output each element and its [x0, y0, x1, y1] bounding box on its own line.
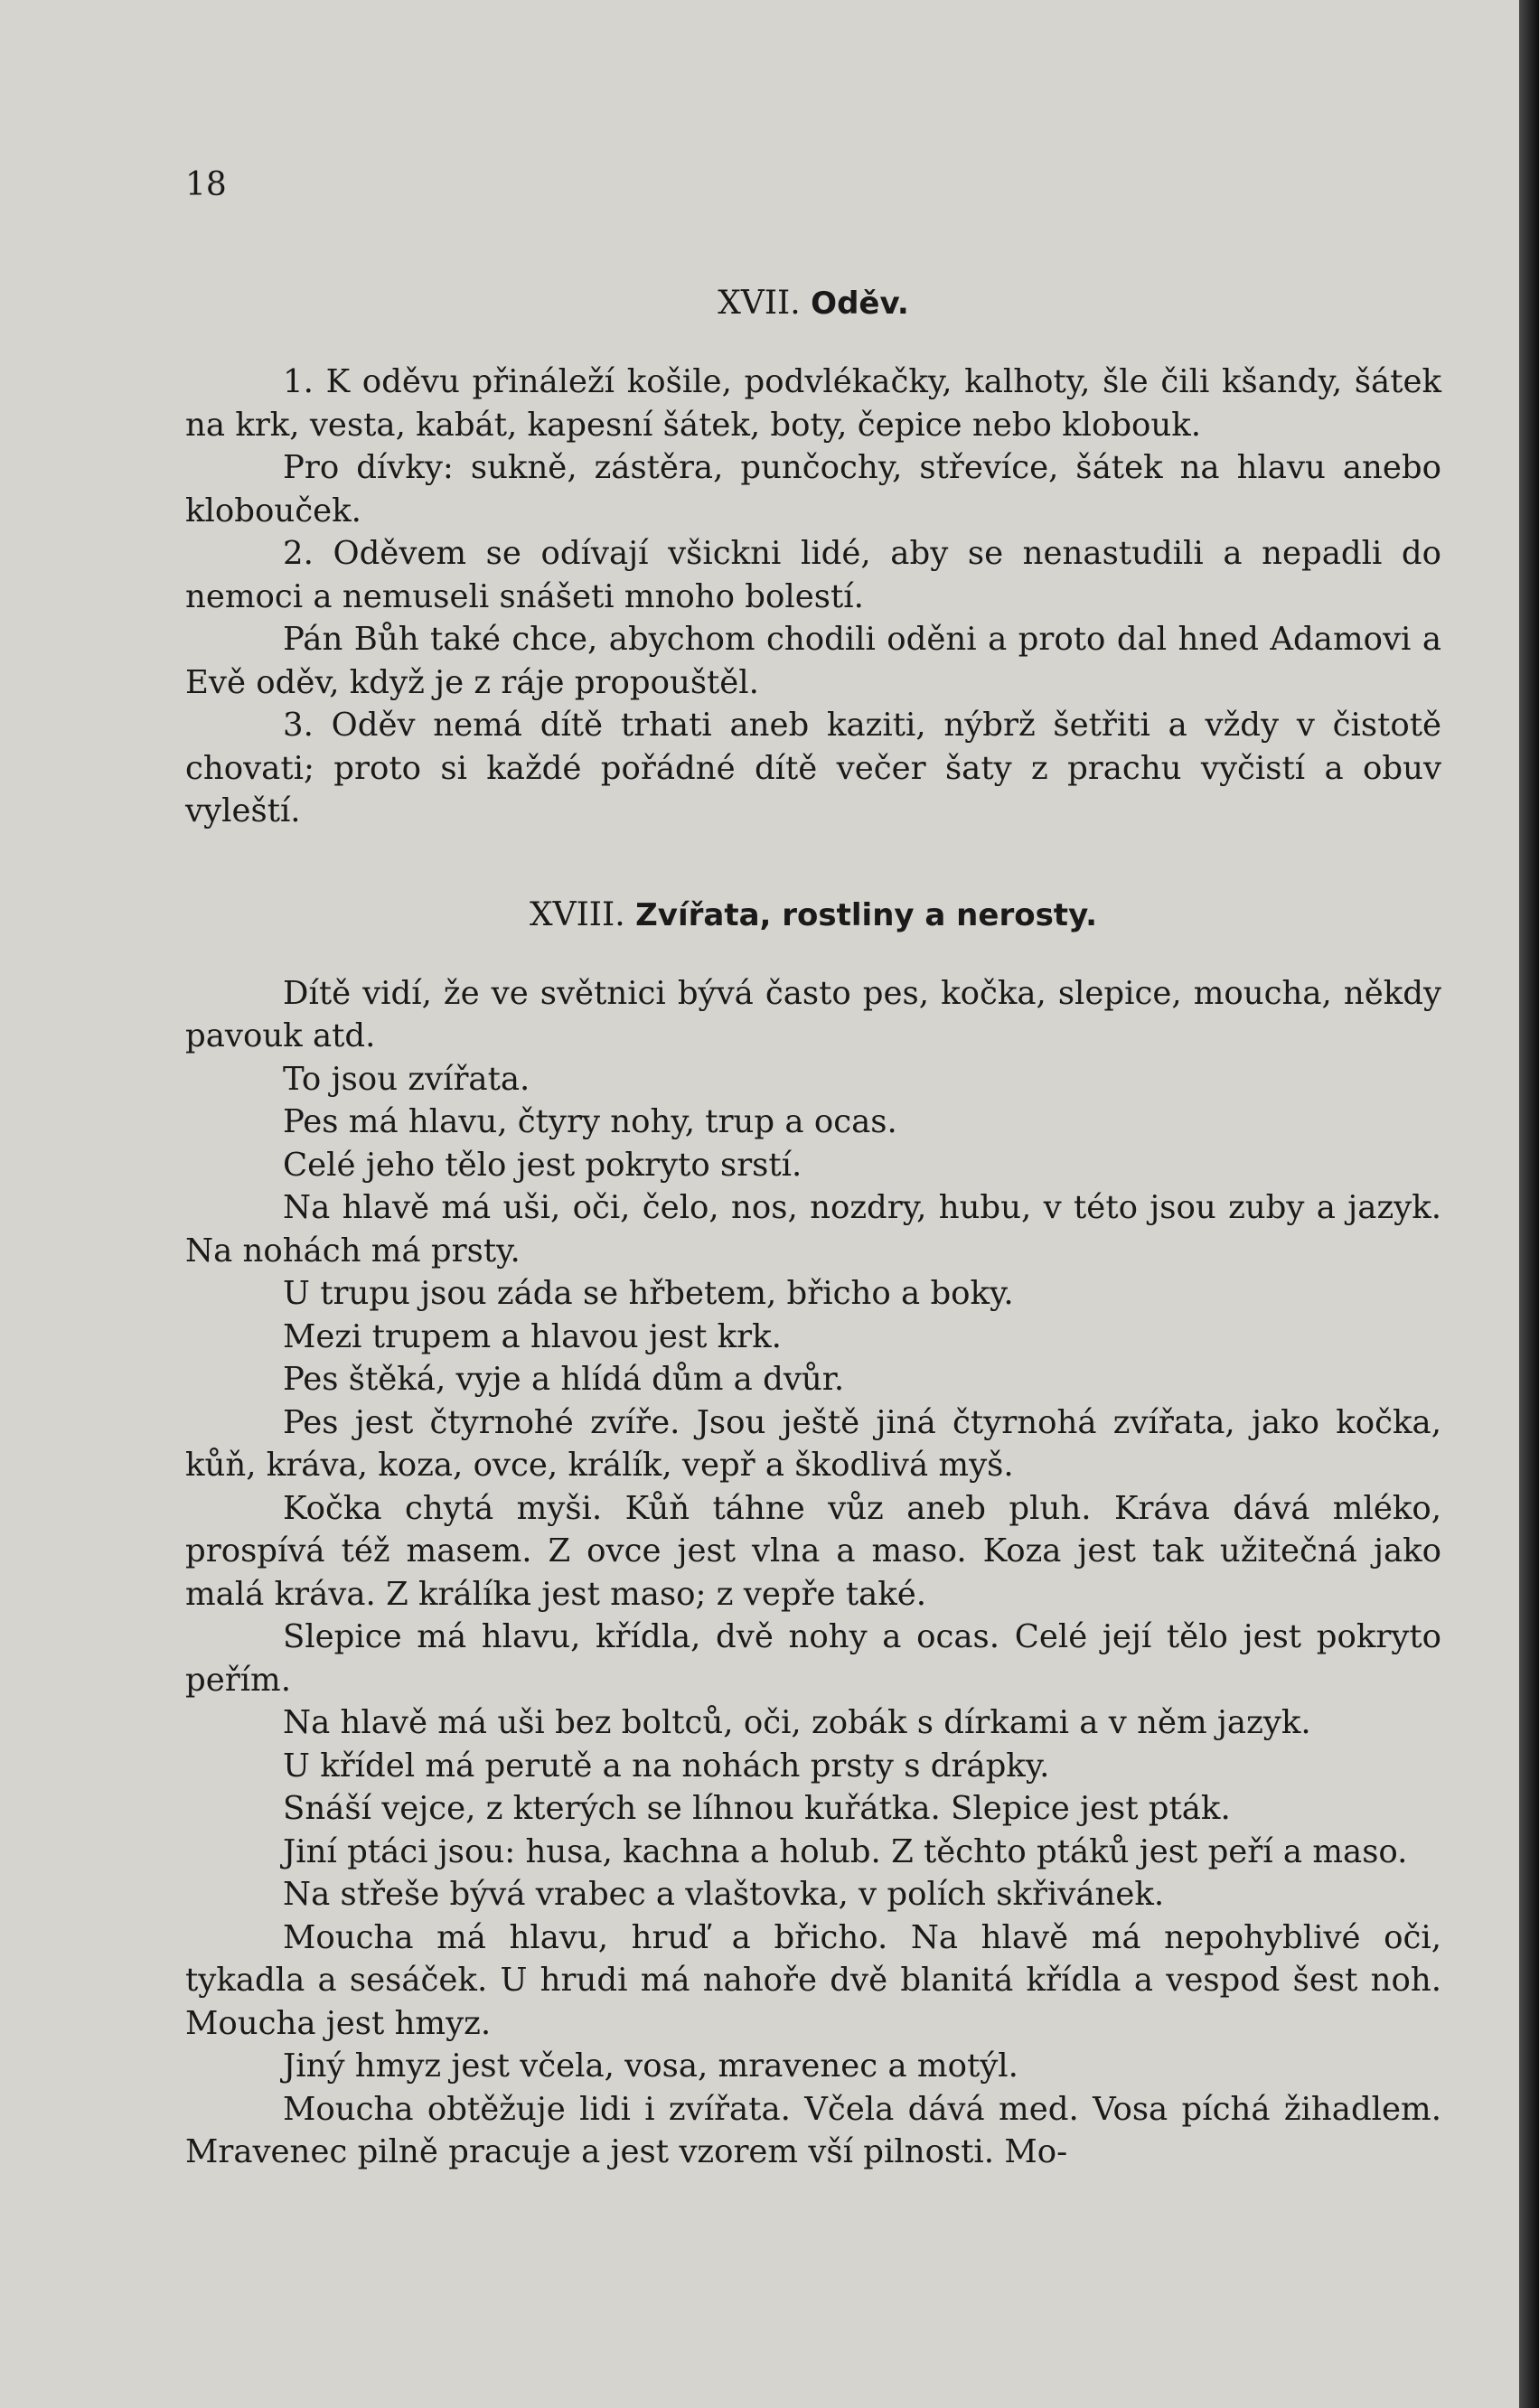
paragraph: To jsou zvířata. [283, 1060, 530, 1098]
paragraph: Pes štěká, vyje a hlídá dům a dvůr. [283, 1361, 845, 1398]
paragraph: Pán Bůh také chce, abychom chodili oděni a proto dal hned Adamovi a Evě oděv, když je z ráje propouštěl. [185, 621, 1441, 701]
section-title: Oděv. [811, 286, 909, 322]
paragraph: Mezi trupem a hlavou jest krk. [283, 1317, 782, 1355]
paragraph: U trupu jsou záda se hřbetem, břicho a boky. [283, 1275, 1014, 1312]
paragraph: Moucha obtěžuje lidi i zvířata. Včela dává med. Vosa píchá žihadlem. Mravenec pilně pracuje a jest vzorem vší pilnosti. Mo- [185, 2090, 1441, 2170]
paragraph: Pes má hlavu, čtyry nohy, trup a ocas. [283, 1103, 897, 1140]
paragraph: Jiný hmyz jest včela, vosa, mravenec a motýl. [283, 2047, 1018, 2085]
paragraph: Na hlavě má uši bez boltců, oči, zobák s dírkami a v něm jazyk. [283, 1704, 1311, 1741]
paragraph: Pes jest čtyrnohé zvíře. Jsou ještě jiná čtyrnohá zvířata, jako kočka, kůň, kráva, koza, ovce, králík, vepř a škodlivá myš. [185, 1403, 1441, 1484]
section-animals-plants-minerals [185, 895, 1441, 2174]
paragraph: Na hlavě má uši, oči, čelo, nos, nozdry, hubu, v této jsou zuby a jazyk. Na nohách má prsty. [185, 1189, 1441, 1270]
book-page [185, 167, 1441, 2235]
section-title: Zvířata, rostliny a nerosty. [635, 896, 1098, 933]
section-heading [185, 895, 1441, 936]
paragraph: 2. Oděvem se odívají všickni lidé, aby se nenastudili a nepadli do nemoci a nemuseli snášeti mnoho bolestí. [185, 535, 1441, 615]
paragraph: Dítě vidí, že ve světnici bývá často pes, kočka, slepice, moucha, někdy pavouk atd. [185, 974, 1441, 1054]
section-heading [185, 283, 1441, 324]
page-edge-shadow [1519, 0, 1539, 2408]
section-clothing [185, 283, 1441, 833]
paragraph: 1. K oděvu přináleží košile, podvlékačky, kalhoty, šle čili kšandy, šátek na krk, vesta, kabát, kapesní šátek, boty, čepice nebo klobouk. [185, 363, 1441, 444]
paragraph: Celé jeho tělo jest pokryto srstí. [283, 1146, 802, 1184]
section-numeral: XVII. [718, 285, 801, 322]
paragraph: 3. Oděv nemá dítě trhati aneb kaziti, nýbrž šetřiti a vždy v čistotě chovati; proto si každé pořádné dítě večer šaty z prachu vyčistí a obuv vyleští. [185, 707, 1441, 829]
page-number: 18 [185, 166, 227, 203]
paragraph: Jiní ptáci jsou: husa, kachna a holub. Z těchto ptáků jest peří a maso. [283, 1832, 1408, 1870]
paragraph: U křídel má perutě a na nohách prsty s drápky. [283, 1747, 1050, 1785]
section-numeral: XVIII. [529, 895, 625, 933]
paragraph: Snáší vejce, z kterých se líhnou kuřátka. Slepice jest pták. [283, 1790, 1231, 1827]
paragraph: Slepice má hlavu, křídla, dvě nohy a ocas. Celé její tělo jest pokryto peřím. [185, 1618, 1441, 1699]
paragraph: Moucha má hlavu, hruď a břicho. Na hlavě má nepohyblivé oči, tykadla a sesáček. U hrudi má nahoře dvě blanitá křídla a vespod šest noh. Moucha jest hmyz. [185, 1918, 1441, 2042]
paragraph: Pro dívky: sukně, zástěra, punčochy, střevíce, šátek na hlavu anebo klobouček. [185, 449, 1441, 529]
paragraph: Na střeše bývá vrabec a vlaštovka, v polích skřivánek. [283, 1876, 1165, 1913]
paragraph: Kočka chytá myši. Kůň táhne vůz aneb pluh. Kráva dává mléko, prospívá též masem. Z ovce jest vlna a maso. Koza jest tak užitečná jako malá kráva. Z králíka jest maso; z vepře také. [185, 1489, 1441, 1613]
